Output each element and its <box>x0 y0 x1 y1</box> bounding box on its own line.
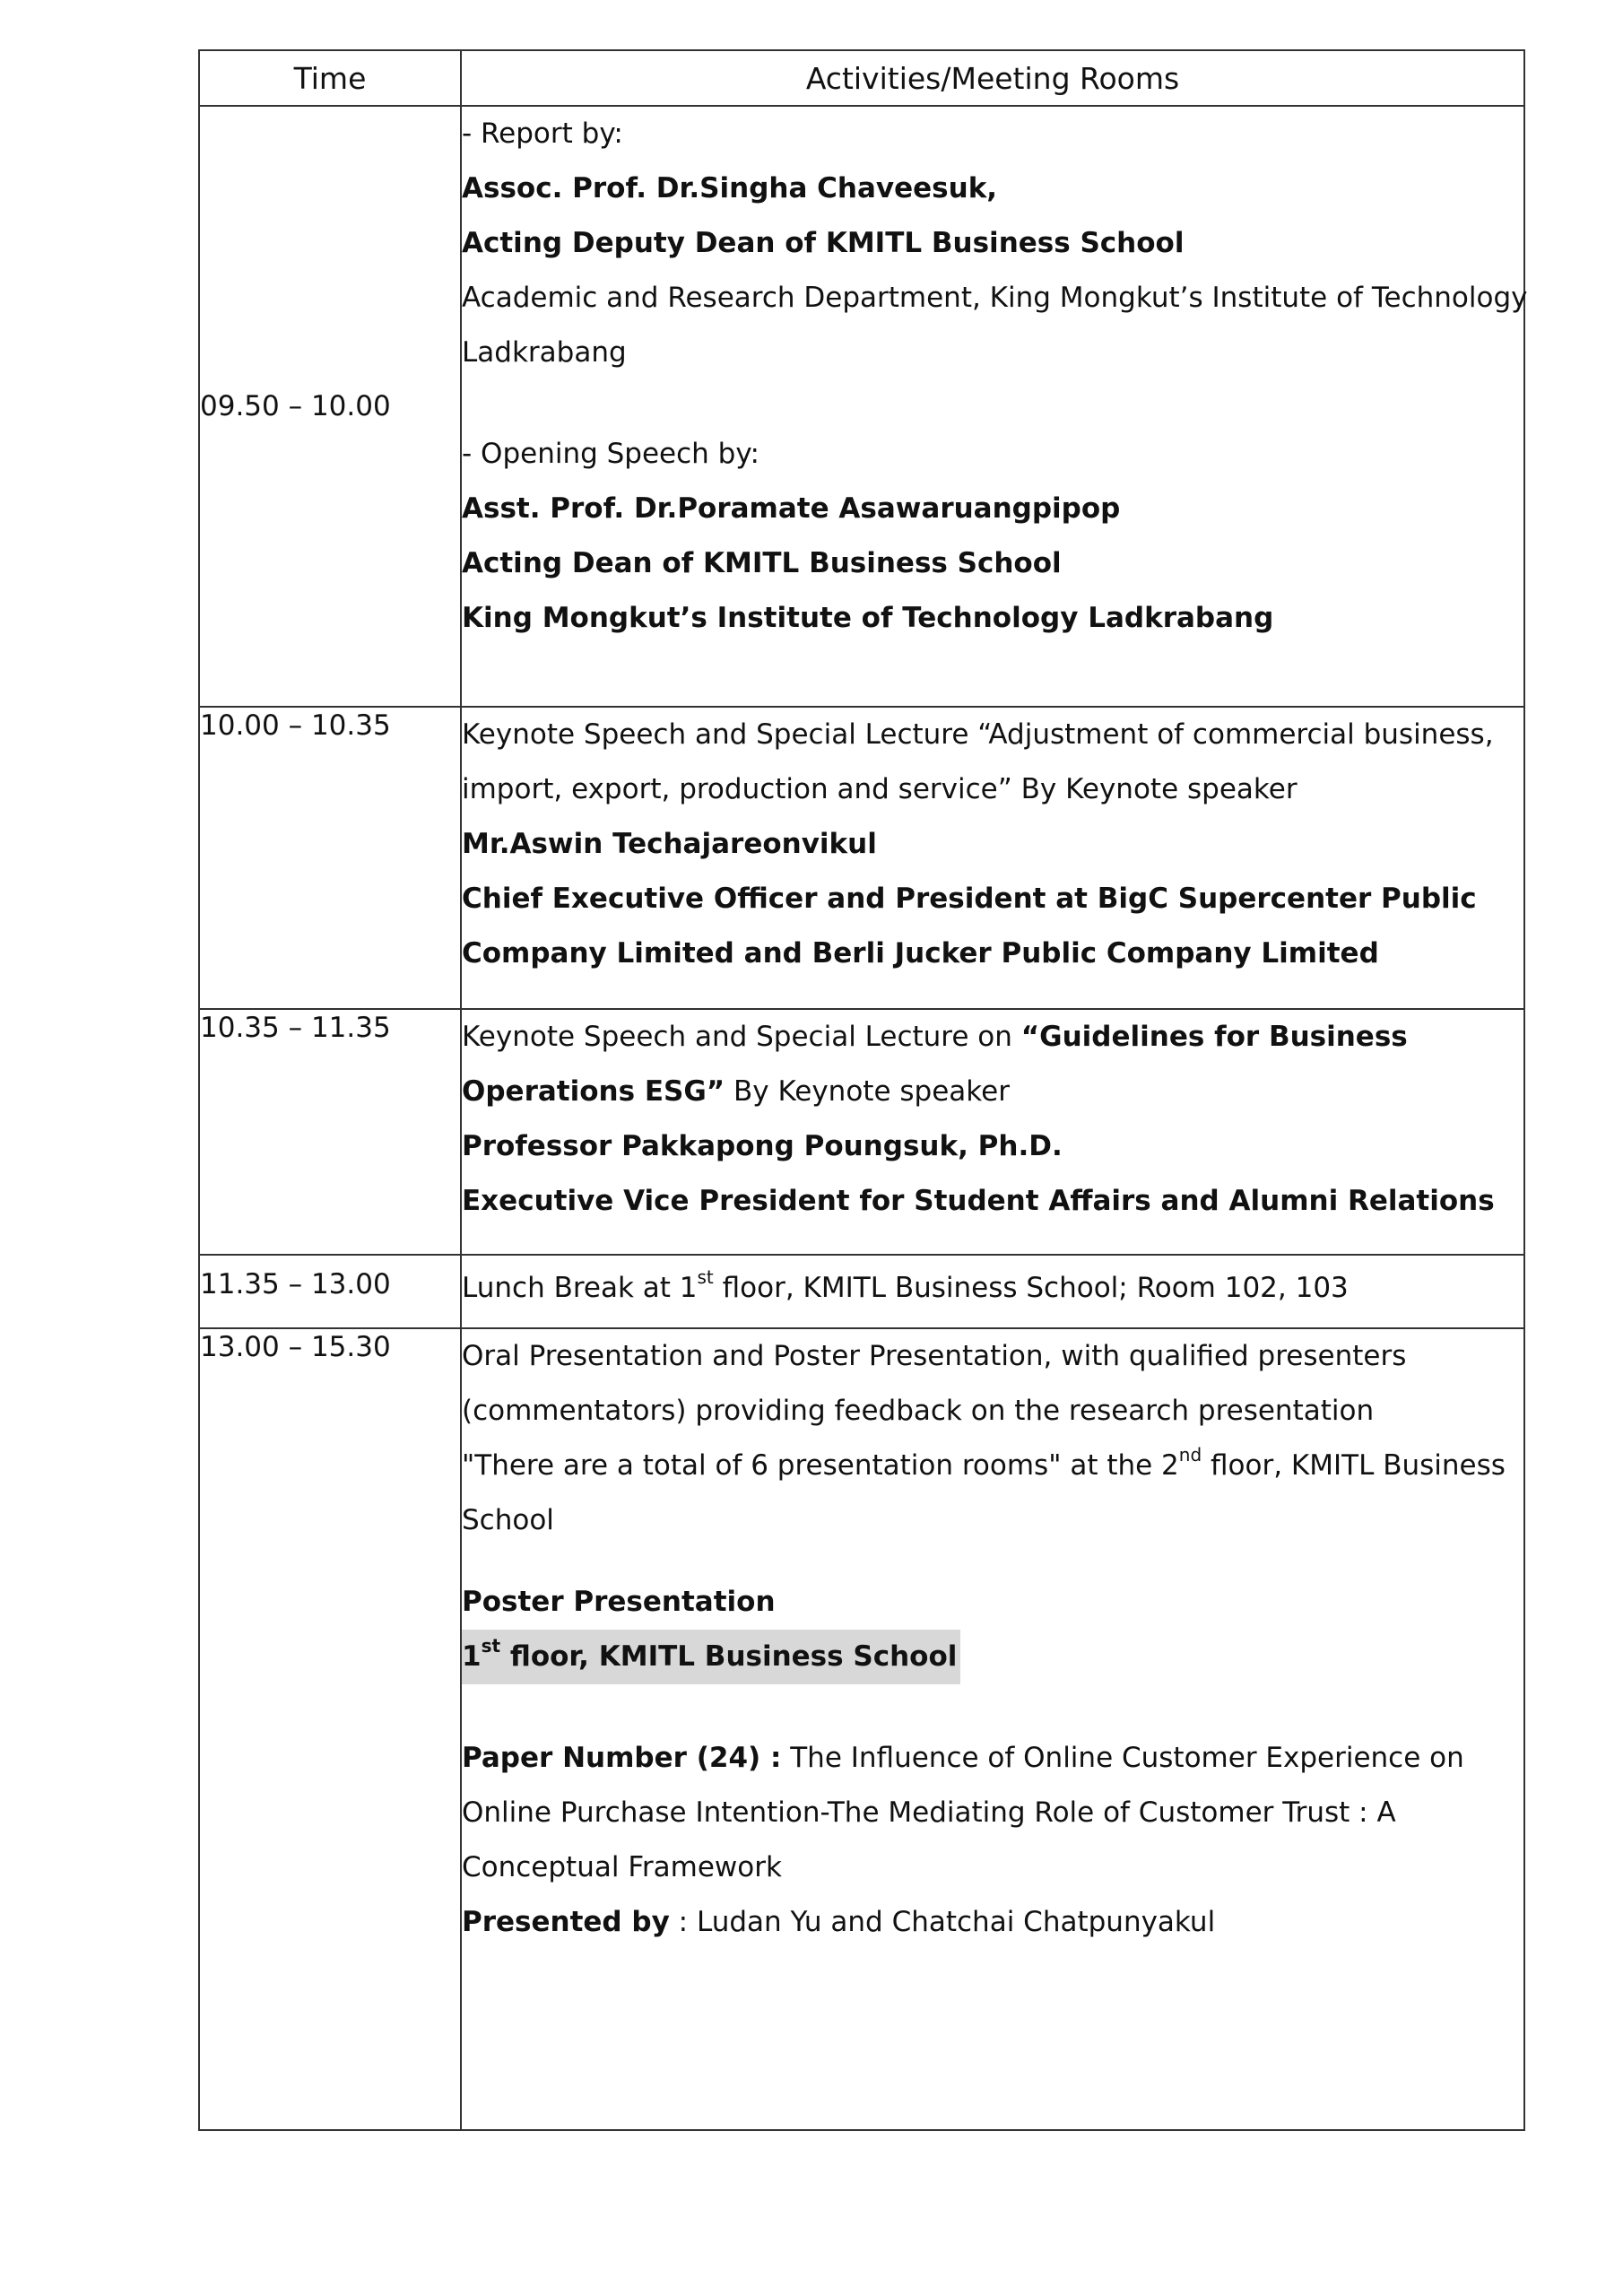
poster-heading: Poster Presentation <box>462 1586 776 1618</box>
lunch-text-post: floor, KMITL Business School; Room 102, 103 <box>713 1272 1349 1304</box>
header-activities: Activities/Meeting Rooms <box>461 50 1524 106</box>
report-title: Acting Deputy Dean of KMITL Business School <box>462 227 1185 259</box>
opening-name: Asst. Prof. Dr.Poramate Asawaruangpipop <box>462 492 1121 525</box>
activity-cell <box>461 1009 1524 1255</box>
presented-label: Presented by <box>462 1906 670 1938</box>
keynote-line-1 <box>462 1010 1523 1065</box>
opening-org: King Mongkut’s Institute of Technology Ladkrabang <box>462 602 1274 634</box>
opening-title: Acting Dean of KMITL Business School <box>462 547 1062 579</box>
keynote-line-2: import, export, production and service” By Keynote speaker <box>462 773 1298 805</box>
table-row <box>199 707 1524 1009</box>
time-cell: 11.35 – 13.00 <box>199 1255 461 1328</box>
report-label: - Report by: <box>462 117 623 150</box>
keynote-position: Executive Vice President for Student Affairs and Alumni Relations <box>462 1185 1495 1217</box>
time-cell: 10.00 – 10.35 <box>199 707 461 1009</box>
table-row <box>199 1328 1524 2130</box>
report-dept-1: Academic and Research Department, King Mongkut’s Institute of Technology <box>462 282 1528 314</box>
time-cell: 09.50 – 10.00 <box>199 106 461 707</box>
presented-names: : Ludan Yu and Chatchai Chatpunyakul <box>669 1906 1216 1938</box>
activity-cell <box>461 707 1524 1009</box>
report-dept-2: Ladkrabang <box>462 336 627 369</box>
keynote-line-1: Keynote Speech and Special Lecture “Adjustment of commercial business, <box>462 718 1494 751</box>
paper-title-1: The Influence of Online Customer Experience on <box>781 1742 1464 1774</box>
poster-floor-pre: 1 <box>462 1640 482 1673</box>
presentation-sup: nd <box>1178 1443 1202 1465</box>
activity-cell <box>461 106 1528 707</box>
opening-label: - Opening Speech by: <box>462 438 759 470</box>
keynote-line-2 <box>462 1065 1523 1119</box>
report-name: Assoc. Prof. Dr.Singha Chaveesuk, <box>462 172 998 204</box>
presentation-line-3-post: floor, KMITL Business <box>1202 1449 1506 1482</box>
paper-title-2: Online Purchase Intention-The Mediating Role of Customer Trust : A <box>462 1796 1396 1829</box>
paper-line-1 <box>462 1731 1523 1786</box>
presented-by <box>462 1895 1523 1950</box>
poster-floor-sup: st <box>481 1634 501 1657</box>
poster-floor-post: floor, KMITL Business School <box>500 1640 958 1673</box>
paper-title-3: Conceptual Framework <box>462 1851 782 1883</box>
header-time: Time <box>199 50 461 106</box>
presentation-line-4: School <box>462 1504 554 1536</box>
time-cell: 10.35 – 11.35 <box>199 1009 461 1255</box>
table-row <box>199 1009 1524 1255</box>
keynote-position-1: Chief Executive Officer and President at BigC Supercenter Public <box>462 883 1477 915</box>
lunch-break-text <box>462 1261 1523 1316</box>
presentation-line-1: Oral Presentation and Poster Presentation, with qualified presenters <box>462 1340 1407 1372</box>
keynote-speaker: Professor Pakkapong Poungsuk, Ph.D. <box>462 1130 1063 1162</box>
presentation-line-2: (commentators) providing feedback on the research presentation <box>462 1395 1375 1427</box>
keynote-line-1-text: Keynote Speech and Special Lecture on <box>462 1021 1021 1053</box>
keynote-line-2-text: By Keynote speaker <box>725 1075 1010 1108</box>
keynote-speaker: Mr.Aswin Techajareonvikul <box>462 828 877 860</box>
schedule-table <box>198 49 1528 2131</box>
lunch-sup: st <box>697 1265 714 1288</box>
activity-cell <box>461 1328 1524 2130</box>
time-cell: 13.00 – 15.30 <box>199 1328 461 2130</box>
table-row <box>199 1255 1524 1328</box>
table-row <box>199 106 1524 707</box>
presentation-line-3 <box>462 1439 1523 1493</box>
keynote-topic-2: Operations ESG” <box>462 1075 725 1108</box>
activity-cell <box>461 1255 1524 1328</box>
presentation-line-3-pre: "There are a total of 6 presentation rooms" at the 2 <box>462 1449 1179 1482</box>
keynote-position-2: Company Limited and Berli Jucker Public Company Limited <box>462 937 1379 970</box>
lunch-text-pre: Lunch Break at 1 <box>462 1272 698 1304</box>
paper-label: Paper Number (24) : <box>462 1742 782 1774</box>
poster-floor-highlight <box>462 1630 960 1684</box>
poster-floor <box>462 1630 1523 1684</box>
header-row <box>199 50 1524 106</box>
keynote-topic-1: “Guidelines for Business <box>1020 1021 1408 1053</box>
